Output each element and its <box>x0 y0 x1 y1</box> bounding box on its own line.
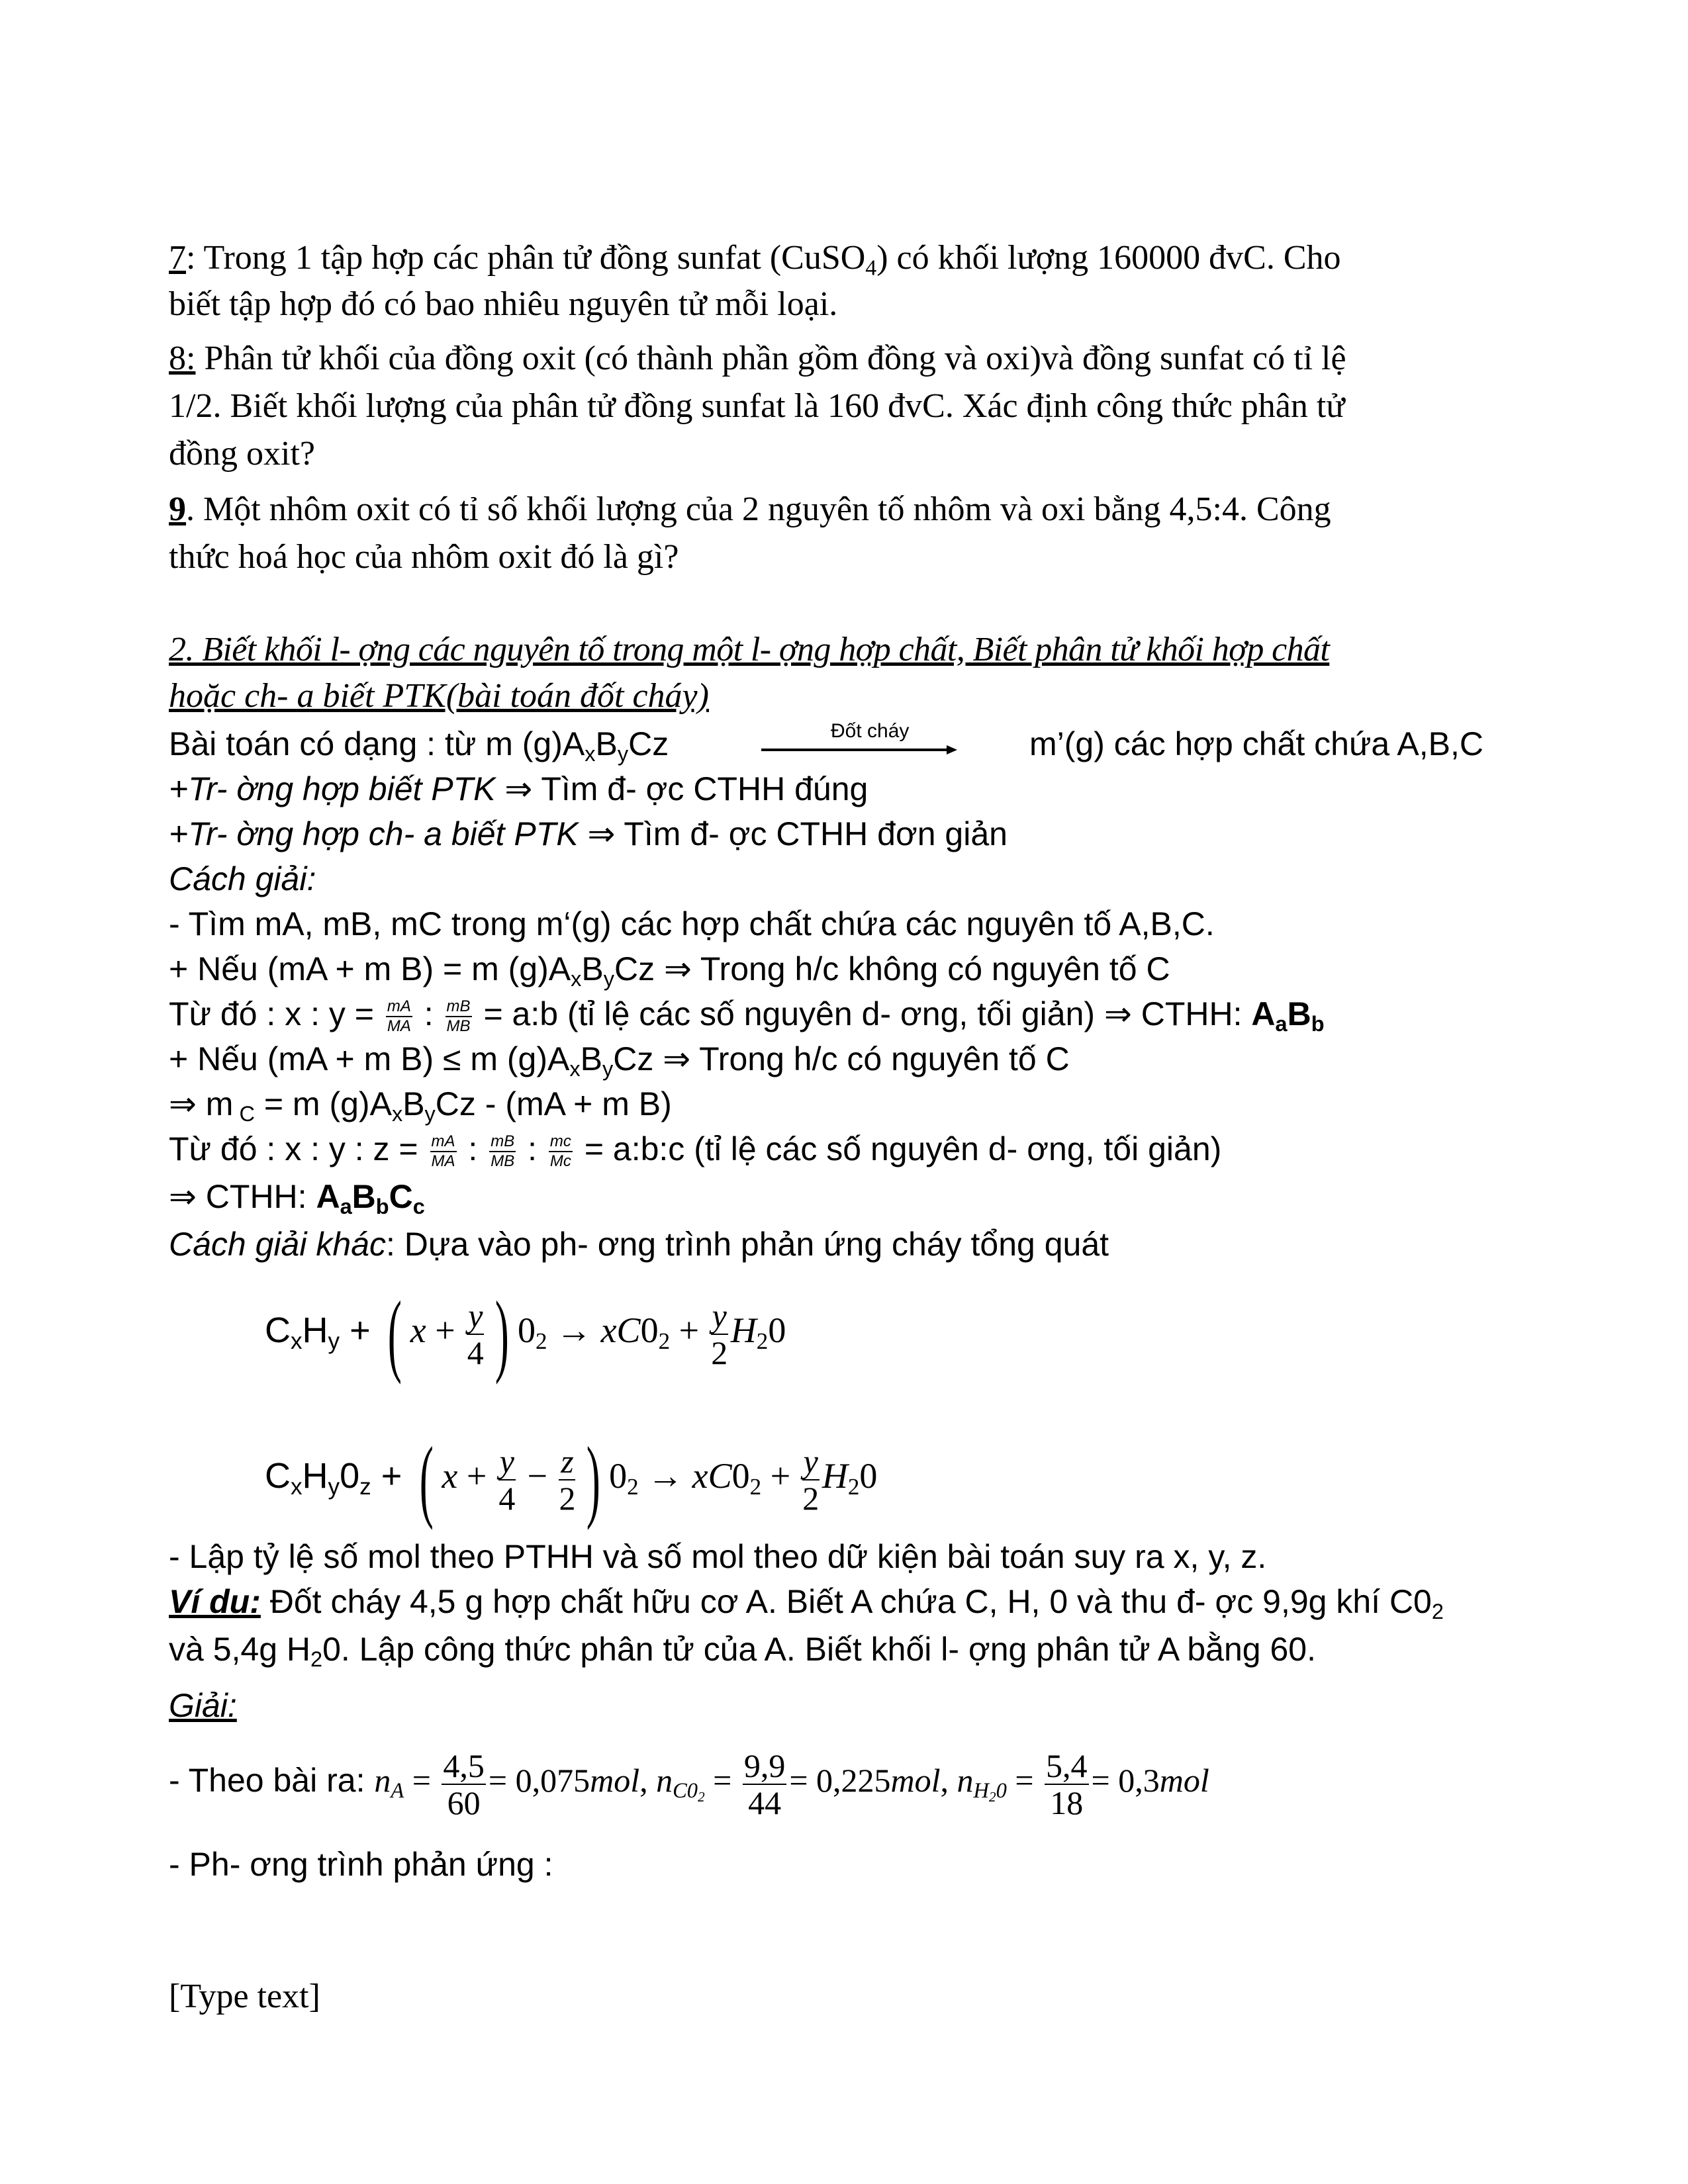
example-label: Ví du: <box>169 1583 261 1620</box>
solution-heading: Giải: <box>169 1687 237 1724</box>
problem-8-line-3: đồng oxit? <box>169 435 315 473</box>
fraction-nCO2: $\frac{9,9}{44}$ <box>743 1747 786 1821</box>
condition-no-c: + Nếu (mA + m B) = m $(g)A_xB_yCz$ ⇒ Trong h/c không có nguyên tố C <box>169 950 1170 991</box>
fraction-y-4-b: $\frac{y}{4}$ <box>498 1442 516 1517</box>
condition-with-c: + Nếu (mA + m B) ≤ m $(g)A_xB_yCz$ ⇒ Trong h/c có nguyên tố C <box>169 1040 1070 1081</box>
mole-calculations: - Theo bài ra: $n_A$ = $\frac{4,5}{60}$ = 0,075mol, $n_{C0_2}$ = $\frac{9,9}{44}$ = 0,225mol, $n_{H_20}$ = $\frac{5,4}{18}$ = 0,3mol <box>169 1747 1209 1821</box>
combustion-equation-cxhy: $C_xH_y$ + ( x + $\frac{y}{4}$ ) $0_2 \to xC0_2$ + $\frac{y}{2}$ $H_20$ <box>265 1282 786 1385</box>
problem-form-line: Bài toán có dạng : từ m $(g)A_xB_yCz$ <box>169 725 669 766</box>
example-line-2: và 5,4g $H_20$. Lập công thức phân tử của A. Biết khối l- ợng phân tử A bằng 60. <box>169 1631 1316 1672</box>
combustion-arrow-label: Đốt cháy <box>831 720 910 742</box>
example-line-1: Ví du: Đốt cháy 4,5 g hợp chất hữu cơ A. Biết A chứa C, H, 0 và thu đ- ợc 9,9g khí $C0_2$ <box>169 1583 1444 1624</box>
fraction-y-2: $\frac{y}{2}$ <box>711 1297 728 1371</box>
ratio-three-elements: Từ đó : x : y : z = $\frac{mA}{MA}$ : $\frac{mB}{MB}$ : $\frac{mc}{Mc}$ = a:b:c (tỉ lệ các số nguyên d- ơng, tối giản) <box>169 1130 1222 1170</box>
problem-9-line-1: 9. Một nhôm oxit có tỉ số khối lượng của 2 nguyên tố nhôm và oxi bằng 4,5:4. Công <box>169 490 1331 528</box>
ratio-two-elements: Từ đó : x : y = $\frac{mA}{MA}$ : $\frac{mB}{MB}$ = a:b (tỉ lệ các số nguyên d- ơng, tối giản) ⇒ CTHH: $A_aB_b$ <box>169 995 1325 1036</box>
problem-7-line-1: 7: Trong 1 tập hợp các phân tử đồng sunfat (CuSO$_4$) có khối lượng 160000 đvC. Cho <box>169 239 1341 281</box>
case-known-ptk: +Tr- ờng hợp biết PTK ⇒ Tìm đ- ợc CTHH đúng <box>169 770 868 807</box>
fraction-z-2: $\frac{z}{2}$ <box>559 1442 576 1517</box>
problem-7-number: 7 <box>169 239 186 277</box>
combustion-arrow <box>761 720 960 760</box>
fraction-nA: $\frac{4,5}{60}$ <box>443 1747 485 1821</box>
section-heading-line-2: hoặc ch- a biết PTK(bài toán đốt cháy) <box>169 677 709 715</box>
alternative-method: Cách giải khác: Dựa vào ph- ơng trình phản ứng cháy tổng quát <box>169 1226 1109 1263</box>
fraction-mB-MB-2: $\frac{mB}{MB}$ <box>491 1132 515 1170</box>
fraction-mB-MB: $\frac{mB}{MB}$ <box>446 997 471 1035</box>
problem-9-line-2: thức hoá học của nhôm oxit đó là gì? <box>169 538 679 576</box>
right-arrow-icon <box>761 720 960 760</box>
problem-9-number: 9 <box>169 490 186 528</box>
combustion-equation-cxhyoz: $C_xH_y0_z$ + ( x + $\frac{y}{4}$ − $\frac{z}{2}$ ) $0_2 \to xC0_2$ + $\frac{y}{2}$ $H_20$ <box>265 1428 878 1531</box>
problem-8-line-2: 1/2. Biết khối lượng của phân tử đồng sunfat là 160 đvC. Xác định công thức phân tử <box>169 387 1345 425</box>
fraction-y-2-b: $\frac{y}{2}$ <box>802 1442 820 1517</box>
fraction-mA-MA: $\frac{mA}{MA}$ <box>387 997 411 1035</box>
case-unknown-ptk: +Tr- ờng hợp ch- a biết PTK ⇒ Tìm đ- ợc CTHH đơn giản <box>169 815 1008 852</box>
fraction-y-4: $\frac{y}{4}$ <box>467 1297 484 1371</box>
problem-form-result: m’(g) các hợp chất chứa A,B,C <box>1029 725 1483 762</box>
section-heading-line-1: 2. Biết khối l- ợng các nguyên tố trong một l- ợng hợp chất, Biết phân tử khối hợp chất <box>169 631 1330 668</box>
problem-8-line-1: 8: Phân tử khối của đồng oxit (có thành phần gồm đồng và oxi)và đồng sunfat có tỉ lệ <box>169 340 1346 377</box>
footer-placeholder: [Type text] <box>169 1978 320 2015</box>
mass-c-formula: ⇒ m $_C$ = m $(g)A_xB_yCz - (mA + m$ B) <box>169 1085 672 1126</box>
problem-7-line-2: biết tập hợp đó có bao nhiêu nguyên tử mỗi loại. <box>169 285 838 323</box>
method-step-1: - Tìm mA, mB, mC trong m‘(g) các hợp chất chứa các nguyên tố A,B,C. <box>169 905 1215 942</box>
fraction-mA-MA-2: $\frac{mA}{MA}$ <box>431 1132 455 1170</box>
fraction-mc-Mc: $\frac{mc}{Mc}$ <box>549 1132 571 1170</box>
problem-8-number: 8: <box>169 340 196 377</box>
fraction-nH2O: $\frac{5,4}{18}$ <box>1046 1747 1088 1821</box>
cthh-three: ⇒ CTHH: $A_aB_bC_c$ <box>169 1178 425 1219</box>
method-heading: Cách giải: <box>169 860 316 897</box>
reaction-equation-heading: - Ph- ơng trình phản ứng : <box>169 1846 553 1883</box>
method-step-2: - Lập tỷ lệ số mol theo PTHH và số mol theo dữ kiện bài toán suy ra x, y, z. <box>169 1538 1267 1575</box>
